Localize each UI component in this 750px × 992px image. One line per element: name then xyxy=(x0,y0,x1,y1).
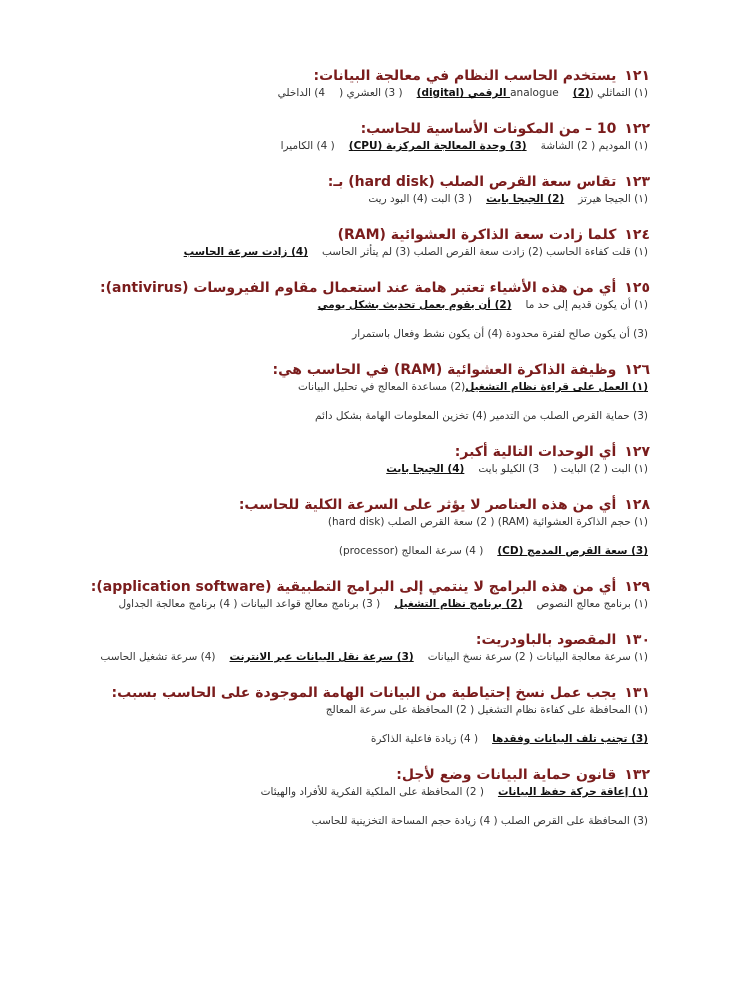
options-row xyxy=(60,544,650,559)
option-text: ( 4) الكاميرا xyxy=(280,140,335,152)
question-heading xyxy=(60,119,650,139)
options-row xyxy=(40,597,650,612)
correct-answer: (4) الجيجا بايت xyxy=(386,463,465,475)
question-text: المقصود بالباودريت: xyxy=(475,632,617,648)
correct-answer: (3) وحدة المعالجة المركزية (CPU) xyxy=(348,140,527,152)
options-row xyxy=(60,703,650,718)
option-text: (3) المحافظة على القرص الصلب ( 4) زيادة حجم المساحة التخزينية للحاسب xyxy=(311,815,648,827)
options-row xyxy=(60,515,650,530)
question-number: ١٢٤ xyxy=(624,227,650,243)
option-text: (2) مساعدة المعالج في تحليل البيانات xyxy=(298,381,466,393)
question-number: ١٢٦ xyxy=(624,362,650,378)
question-text: 10 – من المكونات الأساسية للحاسب: xyxy=(360,121,617,137)
option-text: ( 4) سرعة المعالج (processor) xyxy=(338,545,484,557)
question-heading xyxy=(60,683,650,703)
question-number: ١٢٨ xyxy=(624,497,650,513)
options-row xyxy=(60,327,650,342)
correct-answer: (3) سعة القرص المدمج (CD) xyxy=(497,545,648,557)
question-heading xyxy=(40,630,650,650)
question-heading xyxy=(40,577,650,597)
option-text: ( 3) البت (4) البود ريت xyxy=(368,193,473,205)
question-129 xyxy=(40,577,650,612)
question-heading xyxy=(60,278,650,298)
option-text: (١) أن يكون قديم إلى حد ما xyxy=(525,299,648,311)
question-heading xyxy=(60,66,650,86)
question-text: يجب عمل نسخ إحتياطية من البيانات الهامة الموجودة على الحاسب بسبب: xyxy=(111,685,617,701)
question-131 xyxy=(60,683,650,747)
correct-answer: (2) الرقمي (digital) xyxy=(416,87,590,99)
options-row xyxy=(60,139,650,154)
options-row xyxy=(60,785,650,800)
option-text: (١) التماثلي (analogue xyxy=(510,87,648,99)
option-text: (١) الموديم ( 2) الشاشة xyxy=(540,140,648,152)
question-number: ١٢٩ xyxy=(624,579,650,595)
option-text: (١) سرعة معالجة البيانات ( 2) سرعة نسخ البيانات xyxy=(427,651,648,663)
question-number: ١٢١ xyxy=(624,68,650,84)
question-text: أي من هذه البرامج لا ينتمي إلى البرامج التطبيقية (application software): xyxy=(90,579,617,595)
correct-answer: (١) العمل على قراءة نظام التشغيل xyxy=(465,381,648,393)
question-number: ١٢٣ xyxy=(624,174,650,190)
question-text: قانون حماية البيانات وضع لأجل: xyxy=(396,767,617,783)
option-text: (١) المحافظة على كفاءة نظام التشغيل ( 2) المحافظة على سرعة المعالج xyxy=(325,704,648,716)
question-number: ١٢٢ xyxy=(624,121,650,137)
options-row xyxy=(60,462,650,477)
question-132 xyxy=(60,765,650,829)
question-heading xyxy=(60,225,650,245)
question-heading xyxy=(60,360,650,380)
question-123 xyxy=(60,172,650,207)
option-text: (3) حماية القرص الصلب من التدمير (4) تخزين المعلومات الهامة بشكل دائم xyxy=(315,410,648,422)
options-row xyxy=(60,814,650,829)
options-row xyxy=(60,380,650,395)
question-number: ١٣٠ xyxy=(624,632,650,648)
options-row xyxy=(60,245,650,260)
question-number: ١٢٥ xyxy=(624,280,650,296)
question-number: ١٢٧ xyxy=(624,444,650,460)
question-text: أي من هذه العناصر لا يؤثر على السرعة الكلية للحاسب: xyxy=(238,497,617,513)
option-text: (١) حجم الذاكرة العشوائية (RAM) ( 2) سعة القرص الصلب (hard disk) xyxy=(327,516,648,528)
options-row xyxy=(60,192,650,207)
question-text: كلما زادت سعة الذاكرة العشوائية (RAM) xyxy=(337,227,617,243)
option-text: (4) سرعة تشغيل الحاسب xyxy=(100,651,216,663)
question-126 xyxy=(60,360,650,424)
question-heading xyxy=(60,442,650,462)
option-text: (١) الجيجا هيرتز xyxy=(578,193,648,205)
question-text: يستخدم الحاسب النظام في معالجة البيانات: xyxy=(313,68,617,84)
question-number: ١٣٢ xyxy=(624,767,650,783)
correct-answer: (2) برنامج نظام التشغيل xyxy=(394,598,523,610)
question-text: أي الوحدات التالية أكبر: xyxy=(454,444,617,460)
correct-answer: (4) زادت سرعة الحاسب xyxy=(183,246,308,258)
option-text: ( 3) العشري ( xyxy=(339,87,403,99)
option-text: ( 3) برنامج معالج قواعد البيانات ( 4) برنامج معالجة الجداول xyxy=(118,598,381,610)
question-124 xyxy=(60,225,650,260)
option-text: ( 4) زيادة فاعلية الذاكرة xyxy=(370,733,479,745)
options-row xyxy=(40,650,650,665)
question-heading xyxy=(60,495,650,515)
question-122 xyxy=(60,119,650,154)
question-text: تقاس سعة القرص الصلب (hard disk) بـ: xyxy=(327,174,617,190)
option-text: 3) الكيلو بايت xyxy=(478,463,540,475)
options-row xyxy=(60,298,650,313)
question-text: وظيفة الذاكرة العشوائية (RAM) في الحاسب هي: xyxy=(272,362,617,378)
question-heading xyxy=(60,172,650,192)
option-text: 4) الداخلي xyxy=(277,87,326,99)
option-text: (١) البت ( 2) البايت ( xyxy=(553,463,648,475)
correct-answer: (١) إعاقة حركة حفظ البيانات xyxy=(497,786,648,798)
option-text: (١) قلت كفاءة الحاسب (2) زادت سعة القرص الصلب (3) لم يتأثر الحاسب xyxy=(322,246,648,258)
question-number: ١٣١ xyxy=(624,685,650,701)
correct-answer: (2) أن يقوم بعمل تحديث بشكل يومي xyxy=(317,299,512,311)
options-row xyxy=(60,732,650,747)
question-125 xyxy=(60,278,650,342)
option-text: ( 2) المحافظة على الملكية الفكرية للأفراد والهيئات xyxy=(260,786,484,798)
question-130 xyxy=(40,630,650,665)
correct-answer: (2) الجيجا بايت xyxy=(486,193,565,205)
question-128 xyxy=(60,495,650,559)
option-text: (3) أن يكون صالح لفترة محدودة (4) أن يكون نشط وفعال باستمرار xyxy=(352,328,648,340)
options-row xyxy=(60,409,650,424)
option-text: (١) برنامج معالج النصوص xyxy=(536,598,648,610)
correct-answer: (3) سرعة نقل البيانات عبر الانترنت xyxy=(229,651,414,663)
options-row xyxy=(60,86,650,101)
question-text: أي من هذه الأشياء تعتبر هامة عند استعمال مقاوم الفيروسات (antivirus): xyxy=(100,280,617,296)
correct-answer: (3) تجنب تلف البيانات وفقدها xyxy=(492,733,648,745)
question-121 xyxy=(60,66,650,101)
question-heading xyxy=(60,765,650,785)
question-127 xyxy=(60,442,650,477)
